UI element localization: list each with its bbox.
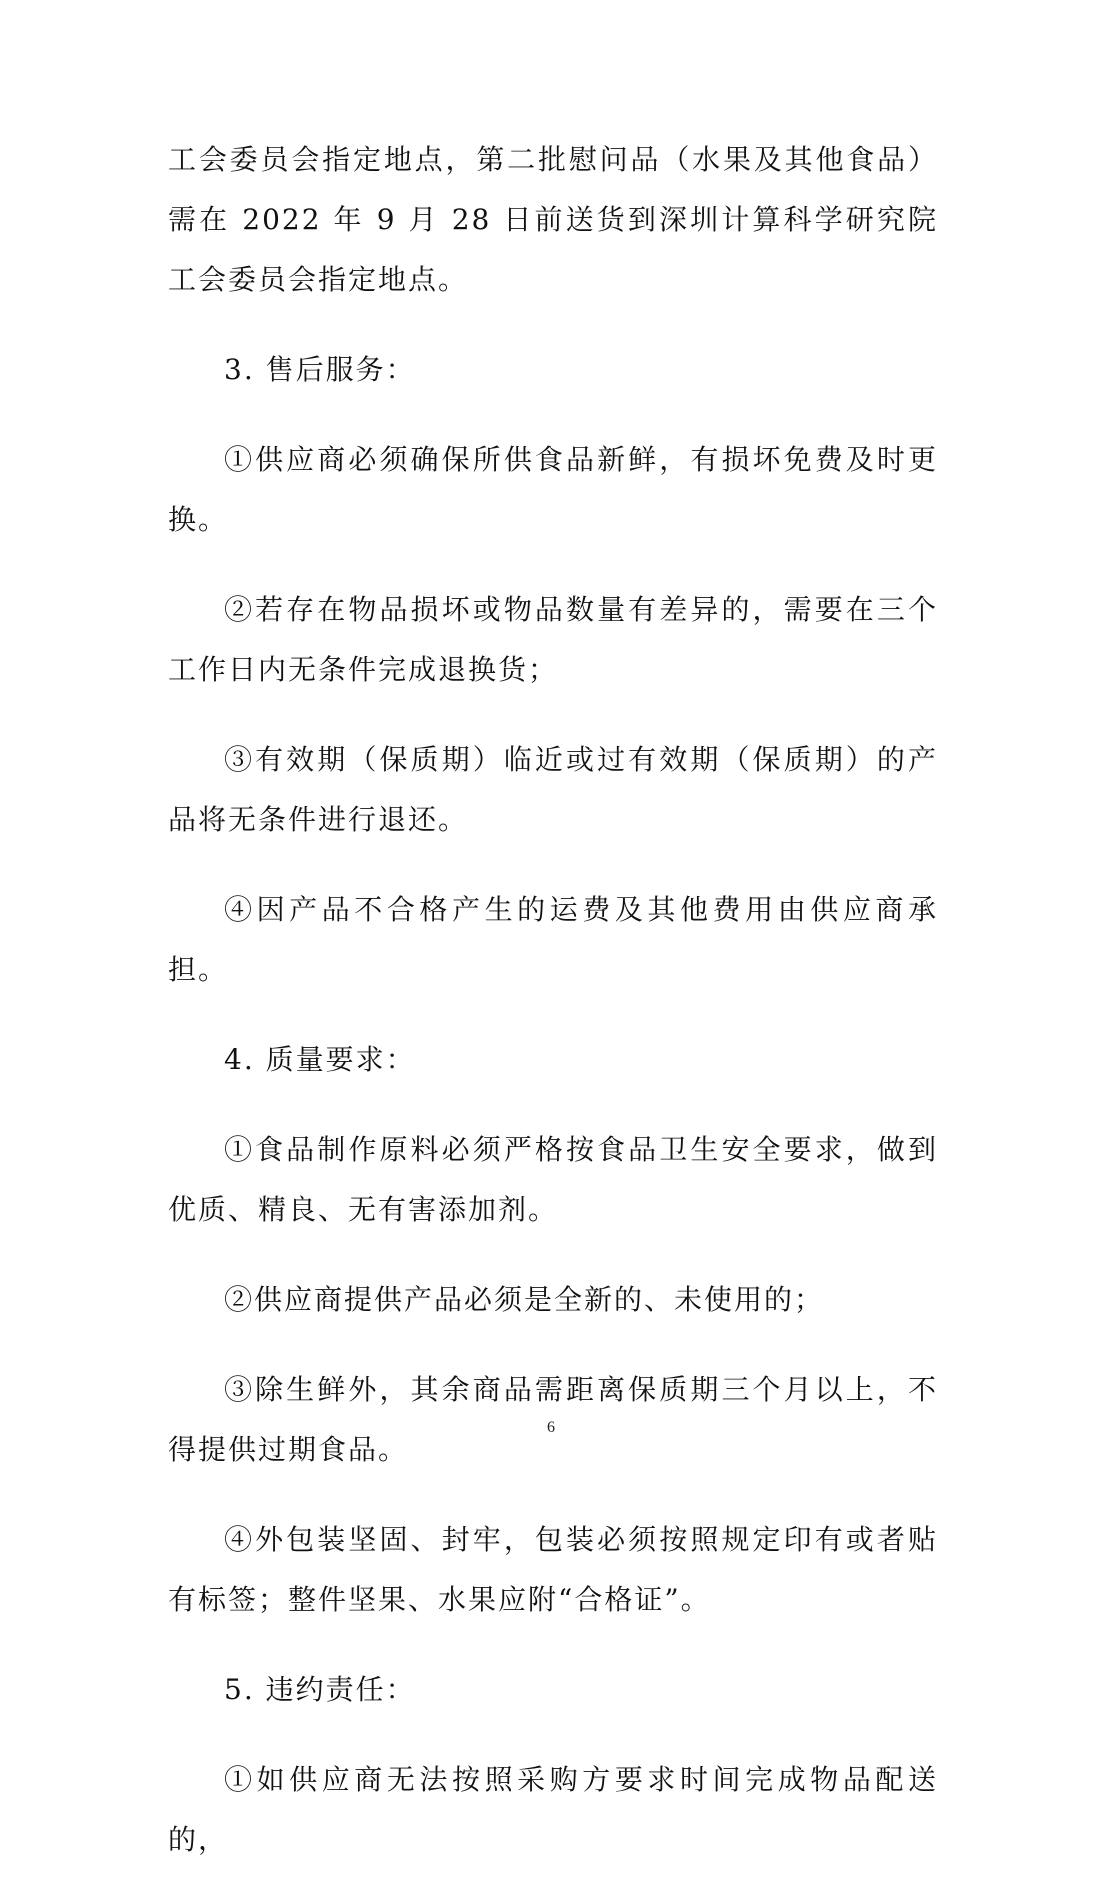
paragraph-after-sales-1: ①供应商必须确保所供食品新鲜，有损坏免费及时更换。: [168, 443, 938, 536]
heading-quality-requirements: 4. 质量要求：: [224, 1043, 416, 1076]
heading-breach-liability: 5. 违约责任：: [224, 1673, 416, 1706]
document-body: [168, 130, 938, 1900]
paragraph-delivery-deadline: 工会委员会指定地点，第二批慰问品（水果及其他食品）需在 2022 年 9 月 28 日前送货到深圳计算科学研究院工会委员会指定地点。: [168, 143, 938, 296]
paragraph-quality-3: ③除生鲜外，其余商品需距离保质期三个月以上，不得提供过期食品。: [168, 1373, 938, 1466]
heading-after-sales-service: 3. 售后服务：: [224, 353, 416, 386]
page-number: 6: [547, 1419, 555, 1436]
paragraph-after-sales-2: ②若存在物品损坏或物品数量有差异的，需要在三个工作日内无条件完成退换货；: [168, 593, 938, 686]
paragraph-quality-2: ②供应商提供产品必须是全新的、未使用的；: [224, 1283, 825, 1316]
paragraph-after-sales-4: ④因产品不合格产生的运费及其他费用由供应商承担。: [168, 893, 938, 986]
paragraph-quality-4: ④外包装坚固、封牢，包装必须按照规定印有或者贴有标签；整件坚果、水果应附“合格证”。: [168, 1523, 938, 1616]
paragraph-quality-1: ①食品制作原料必须严格按食品卫生安全要求，做到优质、精良、无有害添加剂。: [168, 1133, 938, 1226]
paragraph-breach-1: ①如供应商无法按照采购方要求时间完成物品配送的，: [168, 1763, 938, 1856]
paragraph-after-sales-3: ③有效期（保质期）临近或过有效期（保质期）的产品将无条件进行退还。: [168, 743, 938, 836]
